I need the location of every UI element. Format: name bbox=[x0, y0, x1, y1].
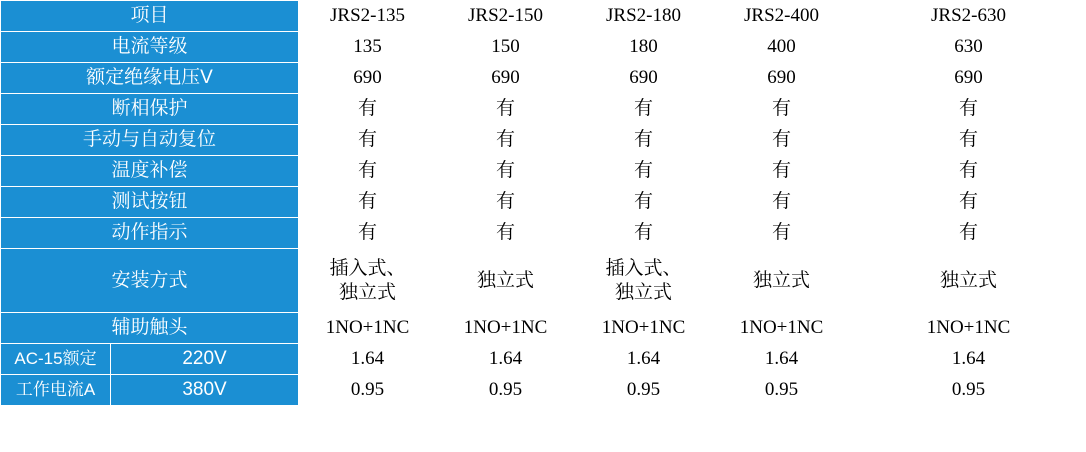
table-cell: 有 bbox=[299, 187, 437, 218]
table-cell: 1NO+1NC bbox=[851, 313, 1086, 344]
header-cell-model-3: JRS2-180 bbox=[575, 1, 713, 32]
row-label: 测试按钮 bbox=[1, 187, 299, 218]
table-cell: 有 bbox=[851, 187, 1086, 218]
table-cell: 690 bbox=[299, 63, 437, 94]
row-label: 动作指示 bbox=[1, 218, 299, 249]
table-header-row bbox=[1, 1, 1086, 32]
table-row bbox=[1, 156, 1086, 187]
table-cell: 690 bbox=[437, 63, 575, 94]
header-cell-model-5: JRS2-630 bbox=[851, 1, 1086, 32]
table-cell: 有 bbox=[575, 187, 713, 218]
header-cell-model-1: JRS2-135 bbox=[299, 1, 437, 32]
table-cell: 有 bbox=[851, 125, 1086, 156]
row-label: 手动与自动复位 bbox=[1, 125, 299, 156]
table-cell: 有 bbox=[851, 218, 1086, 249]
table-cell: 有 bbox=[713, 218, 851, 249]
table-cell: 135 bbox=[299, 32, 437, 63]
table-row bbox=[1, 313, 1086, 344]
row-label: 温度补偿 bbox=[1, 156, 299, 187]
table-cell: 独立式 bbox=[437, 249, 575, 313]
table-cell: 有 bbox=[437, 218, 575, 249]
ac15-label-line1: AC-15额定 bbox=[1, 344, 111, 375]
table-cell: 有 bbox=[575, 94, 713, 125]
table-cell: 1.64 bbox=[851, 344, 1086, 375]
ac15-subrow-label-220v: 220V bbox=[111, 344, 299, 375]
table-cell: 690 bbox=[713, 63, 851, 94]
ac15-subrow-label-380v: 380V bbox=[111, 375, 299, 406]
table-cell: 180 bbox=[575, 32, 713, 63]
table-cell: 1NO+1NC bbox=[437, 313, 575, 344]
table-cell: 630 bbox=[851, 32, 1086, 63]
table-cell: 有 bbox=[437, 125, 575, 156]
table-row bbox=[1, 344, 1086, 375]
table-cell: 1.64 bbox=[575, 344, 713, 375]
table-cell: 0.95 bbox=[713, 375, 851, 406]
table-cell: 有 bbox=[713, 125, 851, 156]
table-row bbox=[1, 125, 1086, 156]
table-cell: 0.95 bbox=[437, 375, 575, 406]
table-cell: 有 bbox=[299, 94, 437, 125]
table-cell: 有 bbox=[713, 156, 851, 187]
table-cell: 1NO+1NC bbox=[299, 313, 437, 344]
table-cell: 独立式 bbox=[851, 249, 1086, 313]
table-cell: 1.64 bbox=[437, 344, 575, 375]
table-row bbox=[1, 94, 1086, 125]
header-cell-model-2: JRS2-150 bbox=[437, 1, 575, 32]
table-cell: 0.95 bbox=[851, 375, 1086, 406]
table-cell: 1NO+1NC bbox=[575, 313, 713, 344]
table-cell: 有 bbox=[437, 156, 575, 187]
table-cell: 有 bbox=[713, 187, 851, 218]
table-row bbox=[1, 249, 1086, 313]
table-cell: 690 bbox=[575, 63, 713, 94]
table-cell: 1.64 bbox=[713, 344, 851, 375]
table-cell: 有 bbox=[713, 94, 851, 125]
table-cell: 独立式 bbox=[713, 249, 851, 313]
header-cell-item: 项目 bbox=[1, 1, 299, 32]
table-cell: 有 bbox=[575, 125, 713, 156]
ac15-label-line2: 工作电流A bbox=[1, 375, 111, 406]
table-cell: 插入式、 独立式 bbox=[575, 249, 713, 313]
table-row bbox=[1, 375, 1086, 406]
table-cell: 有 bbox=[437, 187, 575, 218]
table-cell: 有 bbox=[575, 218, 713, 249]
table-row bbox=[1, 32, 1086, 63]
table-cell: 有 bbox=[437, 94, 575, 125]
table-cell: 插入式、 独立式 bbox=[299, 249, 437, 313]
row-label: 辅助触头 bbox=[1, 313, 299, 344]
table-row bbox=[1, 187, 1086, 218]
row-label: 额定绝缘电压V bbox=[1, 63, 299, 94]
row-label: 断相保护 bbox=[1, 94, 299, 125]
table-cell: 有 bbox=[299, 156, 437, 187]
row-label: 安装方式 bbox=[1, 249, 299, 313]
row-label: 电流等级 bbox=[1, 32, 299, 63]
table-row bbox=[1, 218, 1086, 249]
table-cell: 150 bbox=[437, 32, 575, 63]
table-cell: 0.95 bbox=[299, 375, 437, 406]
table-cell: 有 bbox=[851, 156, 1086, 187]
table-row bbox=[1, 63, 1086, 94]
table-cell: 0.95 bbox=[575, 375, 713, 406]
table-cell: 有 bbox=[299, 125, 437, 156]
table-cell: 400 bbox=[713, 32, 851, 63]
table-cell: 1.64 bbox=[299, 344, 437, 375]
table-cell: 有 bbox=[851, 94, 1086, 125]
table-cell: 有 bbox=[299, 218, 437, 249]
table-cell: 1NO+1NC bbox=[713, 313, 851, 344]
table-cell: 有 bbox=[575, 156, 713, 187]
table-cell: 690 bbox=[851, 63, 1086, 94]
header-cell-model-4: JRS2-400 bbox=[713, 1, 851, 32]
